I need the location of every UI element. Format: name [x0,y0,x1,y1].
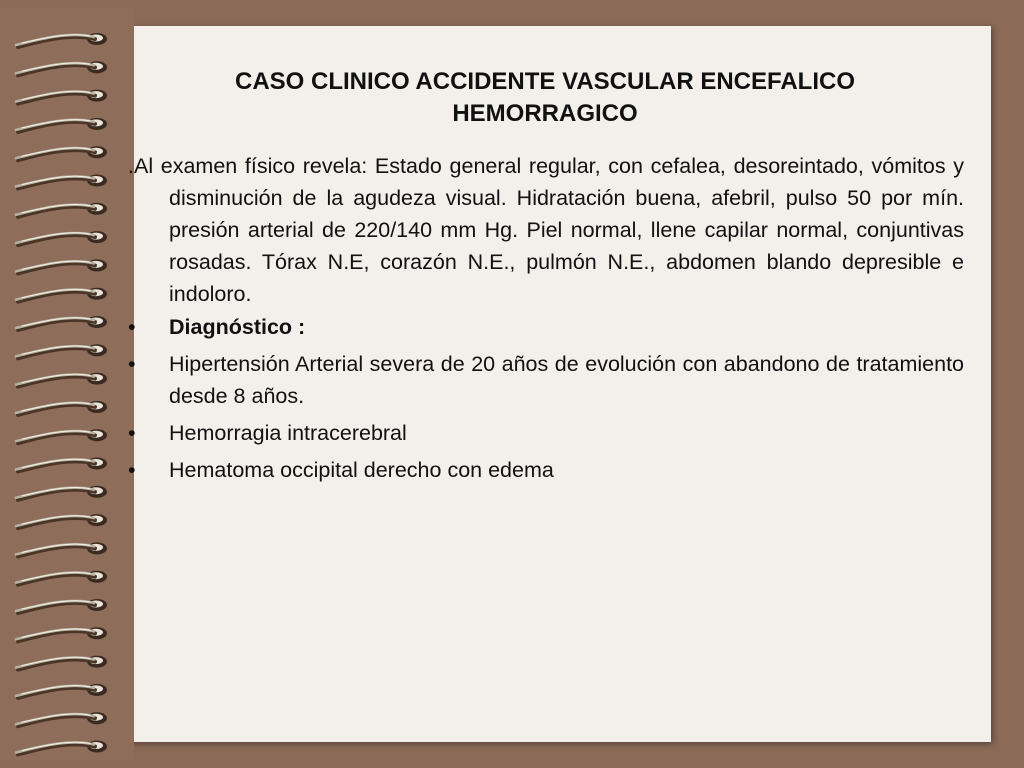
spiral-ring-icon [16,33,107,47]
spiral-ring-icon [16,684,107,698]
diagnosis-heading: Diagnóstico : [169,315,306,339]
spiral-ring-icon [16,344,107,358]
bullet-text: Hemorragia intracerebral [169,421,407,445]
spiral-ring-icon [16,514,107,528]
spiral-ring-icon [16,401,107,415]
spiral-ring-icon [16,118,107,132]
slide-title [140,66,950,130]
spiral-ring-icon [16,231,107,245]
bullet-text: Hematoma occipital derecho con edema [169,458,554,482]
spiral-ring-icon [16,712,107,726]
title-line-2: HEMORRAGICO [452,100,638,127]
exam-paragraph: .Al examen físico revela: Estado general regular, con cefalea, desoreintado, vómitos y disminución de la agudeza visual. Hidratación buena, afebril, pulso 50 por mín. presión arterial de 220/140 mm Hg. Piel normal, llene capilar normal, conjuntivas rosadas. Tórax N.E, corazón N.E., pulmón N.E., abdomen blando depresible e indoloro. [128,154,964,306]
spiral-ring-icon [16,741,107,755]
spiral-ring-icon [16,61,107,75]
bullet-item-diagnosis [128,311,964,343]
spiral-ring-icon [16,458,107,472]
spiral-ring-icon [16,627,107,641]
spiral-ring-icon [16,203,107,217]
title-line-1: CASO CLINICO ACCIDENTE VASCULAR ENCEFALICO [234,68,855,95]
bullet-item-hematoma [128,454,964,486]
spiral-ring-icon [16,656,107,670]
bullet-dot: • [128,421,136,445]
spiral-ring-icon [16,175,107,189]
bullet-list [128,311,964,486]
bullet-dot: • [128,352,136,376]
spiral-ring-icon [16,288,107,302]
spiral-ring-icon [16,571,107,585]
bullet-text: Hipertensión Arterial severa de 20 años de evolución con abandono de tratamiento desde 8 años. [169,352,964,408]
spiral-ring-icon [16,146,107,160]
spiral-ring-icon [16,90,107,104]
bullet-item-hypertension [128,348,964,412]
spiral-ring-icon [16,599,107,613]
spiral-binding [0,0,134,768]
slide-body [128,150,964,491]
spiral-rings [0,0,134,768]
spiral-ring-icon [16,429,107,443]
bullet-dot: • [128,458,136,482]
spiral-ring-icon [16,373,107,387]
spiral-ring-icon [16,259,107,273]
spiral-ring-icon [16,316,107,330]
bullet-item-hemorrhage [128,417,964,449]
spiral-ring-icon [16,486,107,500]
bullet-dot: • [128,315,136,339]
spiral-ring-icon [16,542,107,556]
